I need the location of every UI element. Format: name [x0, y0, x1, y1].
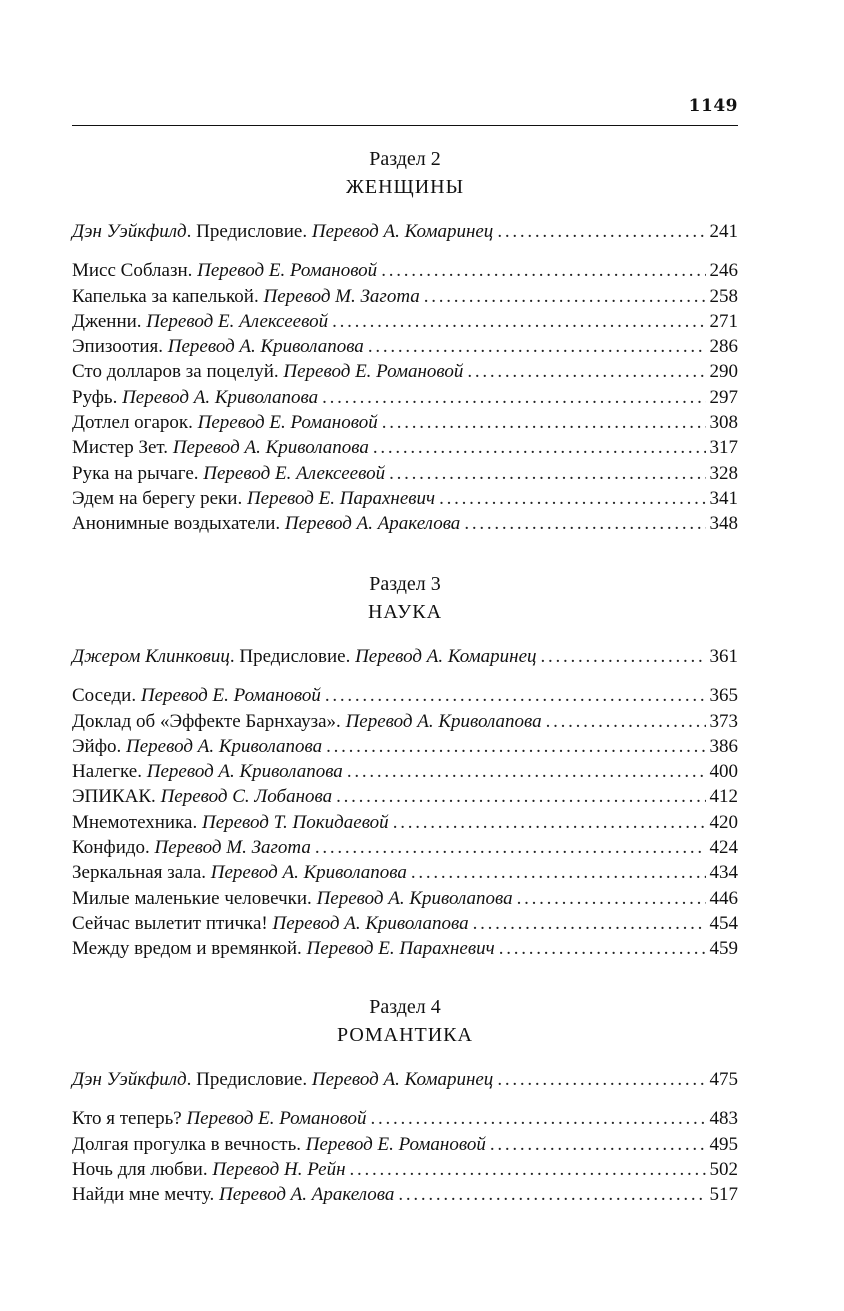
- section-2: [72, 145, 738, 537]
- entry-translator: Перевод Е. Парахневич: [246, 487, 436, 509]
- section-title: ЖЕНЩИНЫ: [345, 176, 465, 198]
- dot-leader: [370, 1106, 705, 1131]
- section-3: [72, 570, 738, 962]
- entry-page: 271: [709, 310, 738, 332]
- toc-entry: [72, 810, 738, 835]
- preface-title: . Предисловие.: [186, 1069, 312, 1090]
- entry-translator: Перевод А. Криволапова: [126, 735, 323, 757]
- toc-entry: [72, 284, 738, 309]
- preface-translator: Перевод А. Комаринец: [311, 1069, 494, 1090]
- entry-page: 459: [709, 938, 738, 960]
- toc-entry: [72, 835, 738, 860]
- dot-leader: [541, 644, 706, 669]
- entry-page: 341: [709, 487, 738, 509]
- toc-entry: [72, 886, 738, 911]
- entry-page: 502: [709, 1158, 738, 1180]
- toc-entry: [72, 1182, 738, 1207]
- toc-entry: [72, 1132, 738, 1157]
- entry-page: 454: [709, 912, 738, 934]
- entry-page: 386: [709, 735, 738, 757]
- preface-title: . Предисловие.: [186, 221, 312, 242]
- dot-leader: [382, 410, 706, 435]
- entry-page: 495: [709, 1133, 738, 1155]
- entry-title: Сейчас вылетит птичка!: [72, 912, 273, 934]
- entry-title: Эйфо.: [72, 735, 127, 757]
- entry-translator: Перевод А. Аракелова: [218, 1184, 395, 1206]
- entry-page: 246: [709, 260, 738, 282]
- entry-translator: Перевод А. Криволапова: [146, 761, 343, 783]
- entry-page: 286: [709, 336, 738, 358]
- preface-entry: [72, 1067, 738, 1092]
- entry-title: Соседи.: [72, 685, 141, 707]
- toc-entry: [72, 936, 738, 961]
- entry-title: Анонимные воздыхатели.: [72, 513, 285, 535]
- entry-list: [72, 683, 738, 961]
- entry-title: Зеркальная зала.: [72, 862, 211, 884]
- toc-entry: [72, 759, 738, 784]
- entry-title: Рука на рычаге.: [72, 462, 204, 484]
- entry-page: 446: [709, 887, 738, 909]
- dot-leader: [368, 334, 706, 359]
- preface-translator: Перевод А. Комаринец: [311, 221, 494, 242]
- dot-leader: [473, 911, 706, 936]
- entry-page: 241: [709, 221, 738, 242]
- header-rule: [72, 125, 738, 126]
- entry-translator: Перевод Н. Рейн: [212, 1158, 346, 1180]
- entry-page: 434: [709, 862, 738, 884]
- dot-leader: [546, 709, 706, 734]
- preface-entry: [72, 644, 738, 669]
- dot-leader: [322, 385, 705, 410]
- dot-leader: [336, 784, 705, 809]
- entry-title: Дотлел огарок.: [72, 412, 198, 434]
- entry-page: 290: [709, 361, 738, 383]
- page-number: 1149: [688, 96, 738, 116]
- entry-title: Дженни.: [72, 310, 147, 332]
- entry-translator: Перевод Е. Алексеевой: [146, 310, 329, 332]
- entry-page: 348: [709, 513, 738, 535]
- entry-title: Конфидо.: [72, 837, 155, 859]
- section-label: Раздел 4: [369, 996, 441, 1018]
- entry-page: 420: [709, 811, 738, 833]
- entry-page: 317: [709, 437, 738, 459]
- dot-leader: [373, 435, 706, 460]
- toc-entry: [72, 911, 738, 936]
- section-label: Раздел 3: [369, 573, 441, 595]
- entry-title: Долгая прогулка в вечность.: [72, 1133, 306, 1155]
- dot-leader: [439, 486, 705, 511]
- entry-translator: Перевод Е. Парахневич: [306, 938, 495, 960]
- dot-leader: [517, 886, 706, 911]
- entry-title: Сто долларов за поцелуй.: [72, 361, 284, 383]
- dot-leader: [393, 810, 706, 835]
- entry-title: Эпизоотия.: [72, 336, 168, 358]
- toc-entry: [72, 309, 738, 334]
- entry-title: Доклад об «Эффекте Барнхауза».: [72, 710, 346, 732]
- section-title: РОМАНТИКА: [337, 1024, 473, 1046]
- dot-leader: [497, 1067, 705, 1092]
- entry-title: Капелька за капелькой.: [72, 285, 264, 307]
- preface-entry: [72, 219, 738, 244]
- entry-translator: Перевод Е. Романовой: [140, 685, 321, 707]
- entry-page: 373: [709, 710, 738, 732]
- toc-entry: [72, 734, 738, 759]
- section-title: НАУКА: [367, 601, 443, 623]
- entry-page: 297: [709, 386, 738, 408]
- preface-author: Дэн Уэйкфилд: [72, 1069, 187, 1090]
- entry-translator: Перевод А. Криволапова: [345, 710, 542, 732]
- entry-list: [72, 1106, 738, 1207]
- entry-translator: Перевод А. Криволапова: [167, 336, 364, 358]
- entry-list: [72, 258, 738, 536]
- entry-translator: Перевод Е. Романовой: [186, 1108, 367, 1130]
- entry-page: 412: [709, 786, 738, 808]
- toc-entry: [72, 860, 738, 885]
- entry-title: ЭПИКАК.: [72, 786, 161, 808]
- preface-translator: Перевод А. Комаринец: [355, 646, 537, 667]
- dot-leader: [347, 759, 706, 784]
- entry-title: Ночь для любви.: [72, 1158, 213, 1180]
- toc-entry: [72, 258, 738, 283]
- entry-page: 308: [709, 412, 738, 434]
- dot-leader: [499, 936, 706, 961]
- entry-translator: Перевод С. Лобанова: [160, 786, 333, 808]
- dot-leader: [411, 860, 706, 885]
- entry-title: Найди мне мечту.: [72, 1184, 219, 1206]
- entry-title: Мисс Соблазн.: [72, 260, 198, 282]
- entry-title: Кто я теперь?: [72, 1108, 187, 1130]
- preface-author: Дэн Уэйкфилд: [72, 221, 187, 242]
- entry-page: 483: [709, 1108, 738, 1130]
- dot-leader: [325, 683, 706, 708]
- entry-translator: Перевод А. Криволапова: [122, 386, 319, 408]
- toc-entry: [72, 435, 738, 460]
- dot-leader: [350, 1157, 706, 1182]
- dot-leader: [315, 835, 706, 860]
- entry-translator: Перевод Е. Романовой: [197, 412, 378, 434]
- dot-leader: [467, 359, 705, 384]
- entry-translator: Перевод А. Криволапова: [210, 862, 407, 884]
- toc-entry: [72, 334, 738, 359]
- entry-translator: Перевод А. Криволапова: [272, 912, 469, 934]
- entry-page: 328: [709, 462, 738, 484]
- dot-leader: [464, 511, 705, 536]
- entry-translator: Перевод Е. Алексеевой: [203, 462, 386, 484]
- toc-entry: [72, 784, 738, 809]
- entry-page: 361: [709, 646, 738, 667]
- toc-entry: [72, 410, 738, 435]
- entry-page: 258: [709, 285, 738, 307]
- entry-translator: Перевод М. Загота: [154, 837, 311, 859]
- dot-leader: [398, 1182, 705, 1207]
- toc-entry: [72, 461, 738, 486]
- dot-leader: [381, 258, 705, 283]
- section-label: Раздел 2: [369, 148, 441, 170]
- entry-page: 517: [709, 1184, 738, 1206]
- entry-title: Милые маленькие человечки.: [72, 887, 317, 909]
- entry-title: Мистер Зет.: [72, 437, 173, 459]
- entry-title: Эдем на берегу реки.: [72, 487, 247, 509]
- dot-leader: [326, 734, 705, 759]
- toc-entry: [72, 511, 738, 536]
- entry-page: 424: [709, 837, 738, 859]
- preface-title: . Предисловие.: [229, 646, 356, 667]
- preface-author: Джером Клинковиц: [72, 646, 230, 667]
- entry-translator: Перевод Е. Романовой: [197, 260, 378, 282]
- toc-entry: [72, 709, 738, 734]
- entry-translator: Перевод М. Загота: [263, 285, 420, 307]
- toc-entry: [72, 359, 738, 384]
- entry-translator: Перевод А. Криволапова: [172, 437, 369, 459]
- entry-translator: Перевод А. Аракелова: [284, 513, 461, 535]
- toc-entry: [72, 385, 738, 410]
- dot-leader: [332, 309, 705, 334]
- entry-title: Между вредом и времянкой.: [72, 938, 307, 960]
- entry-title: Мнемотехника.: [72, 811, 202, 833]
- dot-leader: [490, 1132, 706, 1157]
- entry-page: 365: [709, 685, 738, 707]
- entry-translator: Перевод Е. Романовой: [305, 1133, 486, 1155]
- dot-leader: [424, 284, 706, 309]
- dot-leader: [389, 461, 705, 486]
- section-4: [72, 993, 738, 1207]
- entry-title: Налегке.: [72, 761, 147, 783]
- entry-page: 475: [709, 1069, 738, 1090]
- toc-entry: [72, 486, 738, 511]
- entry-translator: Перевод Е. Романовой: [283, 361, 464, 383]
- entry-translator: Перевод Т. Покидаевой: [201, 811, 389, 833]
- toc-entry: [72, 683, 738, 708]
- toc-entry: [72, 1106, 738, 1131]
- entry-title: Руфь.: [72, 386, 123, 408]
- toc-entry: [72, 1157, 738, 1182]
- dot-leader: [497, 219, 705, 244]
- entry-translator: Перевод А. Криволапова: [316, 887, 513, 909]
- entry-page: 400: [709, 761, 738, 783]
